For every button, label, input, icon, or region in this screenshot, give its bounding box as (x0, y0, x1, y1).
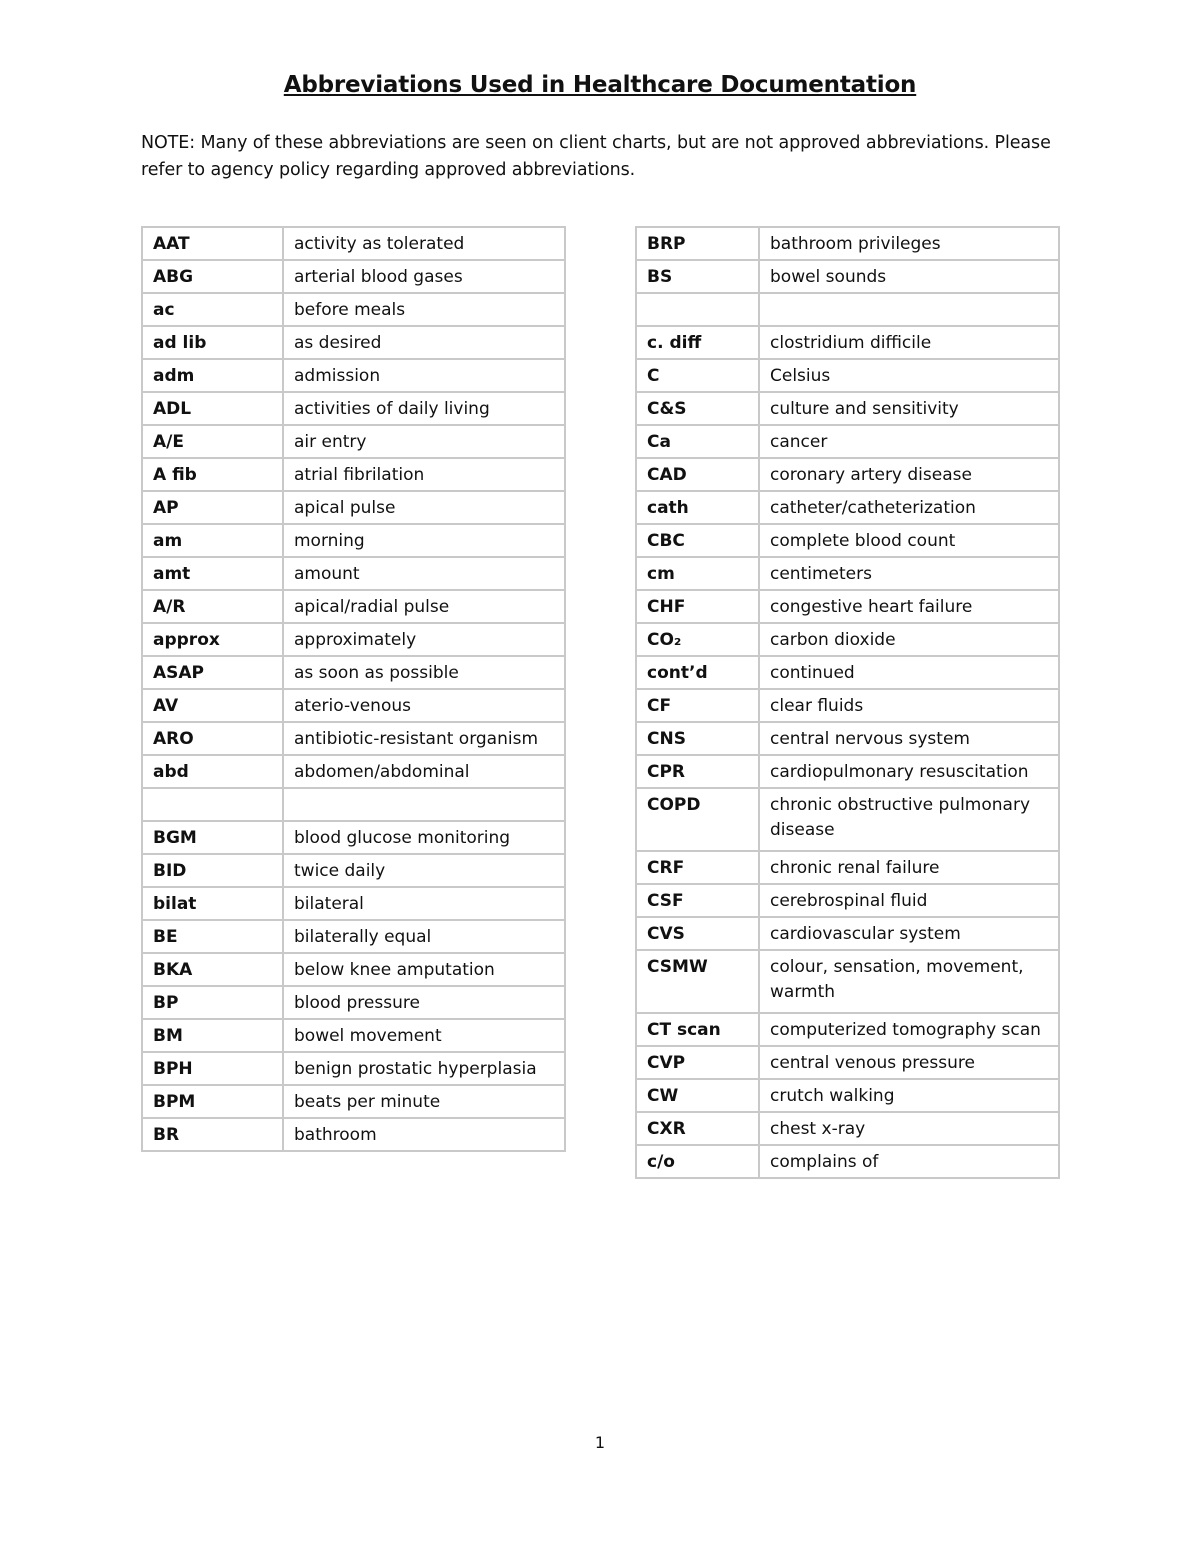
abbreviation-definition: chronic renal failure (759, 851, 1059, 884)
abbreviation-term: AAT (142, 227, 283, 260)
abbreviation-definition: abdomen/abdominal (283, 755, 565, 788)
abbreviation-definition: approximately (283, 623, 565, 656)
table-row (636, 623, 1059, 656)
table-row (142, 1052, 565, 1085)
abbreviation-term: COPD (636, 788, 759, 851)
abbreviation-term (636, 293, 759, 326)
abbreviation-definition: atrial fibrilation (283, 458, 565, 491)
abbreviation-definition: benign prostatic hyperplasia (283, 1052, 565, 1085)
table-row (142, 953, 565, 986)
abbreviation-table-left (141, 226, 566, 1152)
abbreviation-term: BRP (636, 227, 759, 260)
abbreviation-term: cath (636, 491, 759, 524)
abbreviation-definition: chest x-ray (759, 1112, 1059, 1145)
abbreviation-definition: apical pulse (283, 491, 565, 524)
abbreviation-definition: activity as tolerated (283, 227, 565, 260)
table-row (636, 950, 1059, 1013)
abbreviation-definition: admission (283, 359, 565, 392)
table-row (636, 326, 1059, 359)
abbreviation-definition: cancer (759, 425, 1059, 458)
abbreviation-definition: cerebrospinal fluid (759, 884, 1059, 917)
table-row (636, 788, 1059, 851)
abbreviation-term: ARO (142, 722, 283, 755)
table-row (636, 590, 1059, 623)
table-row (142, 392, 565, 425)
abbreviation-term: CNS (636, 722, 759, 755)
table-row (636, 458, 1059, 491)
table-row (142, 1019, 565, 1052)
table-row (636, 557, 1059, 590)
table-row (142, 227, 565, 260)
abbreviation-definition: computerized tomography scan (759, 1013, 1059, 1046)
abbreviation-term: CPR (636, 755, 759, 788)
abbreviation-definition: colour, sensation, movement, warmth (759, 950, 1059, 1013)
table-row (636, 260, 1059, 293)
abbreviation-definition: complains of (759, 1145, 1059, 1178)
table-row (142, 623, 565, 656)
abbreviation-term: ASAP (142, 656, 283, 689)
abbreviation-definition: Celsius (759, 359, 1059, 392)
abbreviation-definition: before meals (283, 293, 565, 326)
table-row (636, 524, 1059, 557)
abbreviation-term: BE (142, 920, 283, 953)
abbreviation-term: CHF (636, 590, 759, 623)
abbreviation-definition: apical/radial pulse (283, 590, 565, 623)
table-row (142, 524, 565, 557)
abbreviation-term: C (636, 359, 759, 392)
abbreviation-definition: aterio-venous (283, 689, 565, 722)
abbreviation-definition (283, 788, 565, 821)
abbreviation-definition: complete blood count (759, 524, 1059, 557)
table-row (142, 425, 565, 458)
abbreviation-definition: arterial blood gases (283, 260, 565, 293)
abbreviation-definition: twice daily (283, 854, 565, 887)
abbreviation-definition (759, 293, 1059, 326)
abbreviation-definition: antibiotic-resistant organism (283, 722, 565, 755)
table-row (636, 722, 1059, 755)
table-row (142, 689, 565, 722)
table-row (142, 755, 565, 788)
abbreviation-term: BPH (142, 1052, 283, 1085)
table-row (636, 1112, 1059, 1145)
table-row (636, 425, 1059, 458)
table-row (636, 359, 1059, 392)
table-row (636, 755, 1059, 788)
abbreviation-term: BS (636, 260, 759, 293)
abbreviation-term: C&S (636, 392, 759, 425)
abbreviation-term: BR (142, 1118, 283, 1151)
abbreviation-definition: chronic obstructive pulmonary disease (759, 788, 1059, 851)
abbreviation-term: CAD (636, 458, 759, 491)
abbreviation-definition: central nervous system (759, 722, 1059, 755)
abbreviation-term: A fib (142, 458, 283, 491)
abbreviation-term: BP (142, 986, 283, 1019)
abbreviation-term: amt (142, 557, 283, 590)
abbreviation-term: ac (142, 293, 283, 326)
table-row (636, 1079, 1059, 1112)
abbreviation-term: BM (142, 1019, 283, 1052)
table-row (142, 557, 565, 590)
abbreviation-term: c/o (636, 1145, 759, 1178)
table-row (142, 656, 565, 689)
table-row (636, 1013, 1059, 1046)
abbreviation-term: abd (142, 755, 283, 788)
table-row (142, 260, 565, 293)
abbreviation-term: CBC (636, 524, 759, 557)
table-row (142, 293, 565, 326)
abbreviation-definition: congestive heart failure (759, 590, 1059, 623)
abbreviation-definition: bilaterally equal (283, 920, 565, 953)
table-row (636, 689, 1059, 722)
abbreviation-term: cont’d (636, 656, 759, 689)
table-row (636, 884, 1059, 917)
abbreviation-term: am (142, 524, 283, 557)
table-row (636, 293, 1059, 326)
abbreviation-term: CF (636, 689, 759, 722)
table-row (636, 227, 1059, 260)
abbreviation-definition: culture and sensitivity (759, 392, 1059, 425)
table-row (142, 722, 565, 755)
abbreviation-definition: blood glucose monitoring (283, 821, 565, 854)
abbreviation-definition: blood pressure (283, 986, 565, 1019)
abbreviation-definition: morning (283, 524, 565, 557)
abbreviation-term: BKA (142, 953, 283, 986)
abbreviation-term: approx (142, 623, 283, 656)
abbreviation-term: A/E (142, 425, 283, 458)
abbreviation-term (142, 788, 283, 821)
abbreviation-term: AP (142, 491, 283, 524)
table-row (142, 491, 565, 524)
abbreviation-term: CO₂ (636, 623, 759, 656)
abbreviation-definition: cardiopulmonary resuscitation (759, 755, 1059, 788)
abbreviation-term: Ca (636, 425, 759, 458)
abbreviation-definition: below knee amputation (283, 953, 565, 986)
abbreviation-definition: carbon dioxide (759, 623, 1059, 656)
abbreviation-term: bilat (142, 887, 283, 920)
table-row (636, 491, 1059, 524)
abbreviation-definition: centimeters (759, 557, 1059, 590)
abbreviation-definition: catheter/catheterization (759, 491, 1059, 524)
abbreviation-definition: as soon as possible (283, 656, 565, 689)
abbreviation-table-right (635, 226, 1060, 1179)
abbreviation-definition: clostridium difficile (759, 326, 1059, 359)
table-row (142, 821, 565, 854)
abbreviation-term: c. diff (636, 326, 759, 359)
table-row (636, 1145, 1059, 1178)
abbreviation-term: CSMW (636, 950, 759, 1013)
page-title: Abbreviations Used in Healthcare Documentation (283, 72, 917, 98)
abbreviation-term: AV (142, 689, 283, 722)
abbreviation-definition: beats per minute (283, 1085, 565, 1118)
table-row (636, 1046, 1059, 1079)
abbreviation-term: CXR (636, 1112, 759, 1145)
table-row (142, 590, 565, 623)
abbreviation-definition: bathroom privileges (759, 227, 1059, 260)
table-row (636, 392, 1059, 425)
abbreviation-definition: as desired (283, 326, 565, 359)
abbreviation-term: CRF (636, 851, 759, 884)
abbreviation-term: ad lib (142, 326, 283, 359)
abbreviation-definition: bowel sounds (759, 260, 1059, 293)
table-row (142, 1118, 565, 1151)
table-row (636, 851, 1059, 884)
table-row (142, 920, 565, 953)
table-row (142, 887, 565, 920)
abbreviation-definition: activities of daily living (283, 392, 565, 425)
abbreviation-term: CSF (636, 884, 759, 917)
table-row (636, 656, 1059, 689)
abbreviation-definition: central venous pressure (759, 1046, 1059, 1079)
abbreviation-definition: amount (283, 557, 565, 590)
table-row (636, 917, 1059, 950)
abbreviation-definition: cardiovascular system (759, 917, 1059, 950)
abbreviation-definition: bilateral (283, 887, 565, 920)
table-row (142, 788, 565, 821)
abbreviation-term: CVP (636, 1046, 759, 1079)
note-paragraph: NOTE: Many of these abbreviations are seen on client charts, but are not approved abbreviations. Please refer to agency policy regarding approved abbreviations. (141, 133, 1051, 180)
abbreviation-definition: bowel movement (283, 1019, 565, 1052)
abbreviation-term: CVS (636, 917, 759, 950)
table-row (142, 359, 565, 392)
abbreviation-term: adm (142, 359, 283, 392)
table-row (142, 1085, 565, 1118)
table-row (142, 326, 565, 359)
abbreviation-definition: air entry (283, 425, 565, 458)
abbreviation-term: ABG (142, 260, 283, 293)
abbreviation-term: BPM (142, 1085, 283, 1118)
abbreviation-term: A/R (142, 590, 283, 623)
abbreviation-term: BID (142, 854, 283, 887)
table-row (142, 458, 565, 491)
page-number: 1 (594, 1433, 606, 1452)
abbreviation-definition: continued (759, 656, 1059, 689)
abbreviation-definition: bathroom (283, 1118, 565, 1151)
abbreviation-term: cm (636, 557, 759, 590)
abbreviation-term: ADL (142, 392, 283, 425)
abbreviation-definition: coronary artery disease (759, 458, 1059, 491)
table-row (142, 986, 565, 1019)
abbreviation-definition: clear fluids (759, 689, 1059, 722)
abbreviation-term: BGM (142, 821, 283, 854)
abbreviation-term: CT scan (636, 1013, 759, 1046)
table-row (142, 854, 565, 887)
abbreviation-definition: crutch walking (759, 1079, 1059, 1112)
abbreviation-term: CW (636, 1079, 759, 1112)
